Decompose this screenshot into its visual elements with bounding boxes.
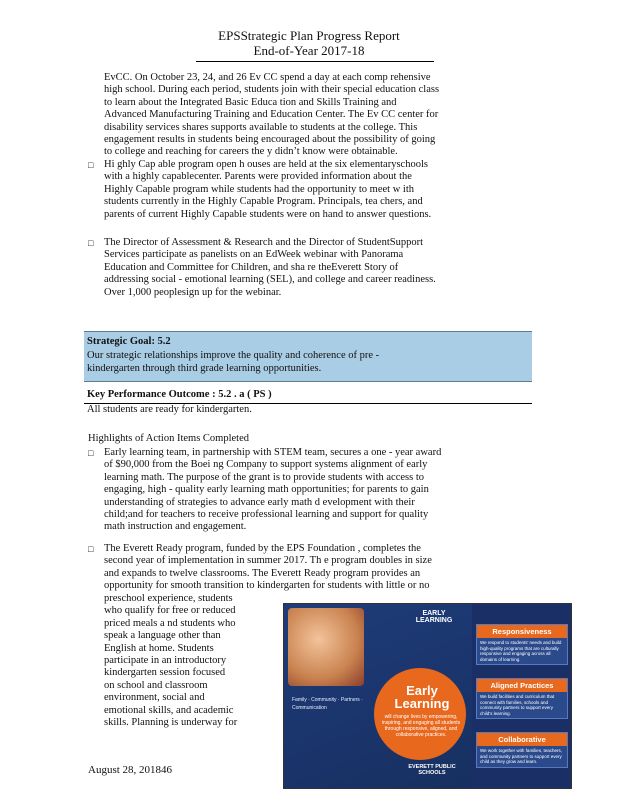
text-line: addressing social - emotional learning (SEL), and college and career readiness. [104, 274, 436, 286]
bullet-item-assessment [104, 237, 532, 299]
text-line: high school. During each period, students join with their special education class [104, 84, 440, 96]
bullet-icon: □ [88, 448, 94, 458]
early-learning-logo: EARLY LEARNING [415, 610, 453, 624]
text-line: learning math. The purpose of the grant is to provide students with access to [104, 471, 424, 483]
text-line: child;and for teachers to receive professional learning and support for quality [104, 509, 429, 521]
text-line: Education and Committee for Children, and sha re theEverett Story of [104, 261, 399, 273]
district-logo: EVERETT PUBLIC SCHOOLS [408, 764, 456, 776]
strategic-goal-line: kindergarten through third grade learning opportunities. [87, 363, 322, 374]
header-underline [196, 61, 434, 62]
text-line: understanding of strategies to advance early math d evelopment with their [104, 496, 415, 508]
text-line: Highly Capable program while students had the opportunity to meet w ith [104, 183, 414, 195]
text-line: students currently in the Highly Capable Program. Principals, tea chers, and [104, 196, 423, 208]
text-line: EvCC. On October 23, 24, and 26 Ev CC spend a day at each comp rehensive [104, 72, 431, 83]
text-line: to learn about the Integrated Basic Educa tion and Skills Training and [104, 96, 397, 108]
text-line: The Director of Assessment & Research and the Director of StudentSupport [104, 237, 424, 248]
poster-column-collaborative [476, 732, 568, 768]
bullet-item-early-learning [104, 447, 532, 534]
key-performance-outcome [84, 389, 532, 415]
poster-column-heading: Responsiveness [477, 625, 567, 638]
text-line: Over 1,000 peoplesign up for the webinar. [104, 286, 282, 298]
report-header [0, 28, 618, 58]
text-line: priced meals a nd students who [104, 617, 236, 629]
text-line: opportunity for smooth transition to kindergarten for students with little or no [104, 580, 430, 592]
poster-circle-subtitle: will change lives by empowering, inspiring, and engaging all students through responsive, aligned, and collaborative practices. [381, 714, 461, 738]
report-subtitle: End-of-Year 2017-18 [253, 43, 365, 58]
children-photo [288, 608, 364, 686]
text-line: emotional skills, and academic [104, 704, 234, 716]
text-line: and expands to twelve classrooms. The Everett Ready program provides an [104, 567, 421, 579]
text-line: to college and reaching for careers the y didn’t know were obtainable. [104, 146, 398, 158]
poster-column-responsiveness [476, 624, 568, 665]
text-line: disability services shares supports available to students at the college. This [104, 121, 418, 133]
early-learning-poster [283, 603, 572, 789]
text-line: parents of current Highly Capable students were on hand to answer questions. [104, 208, 432, 220]
bullet-item-everett-ready-wrap [104, 593, 274, 729]
intro-paragraph [104, 72, 532, 159]
text-line: of $90,000 from the Boei ng Company to support systems alignment of early [104, 459, 428, 471]
text-line: Advanced Manufacturing Training and Education Center. The Ev CC center for [104, 109, 439, 121]
text-line: second year of implementation in summer 2017. Th e program doubles in size [104, 555, 432, 567]
text-line: on school and classroom [104, 679, 208, 691]
strategic-goal-label: Strategic Goal: 5.2 [87, 336, 171, 347]
poster-column-aligned [476, 678, 568, 719]
text-line: preschool experience, students [104, 593, 233, 604]
kpo-label: Key Performance Outcome : 5.2 . a ( PS ) [87, 389, 272, 400]
poster-side-text: Family · Community · Partners · Communication [292, 697, 363, 711]
text-line: with a highly capablecenter. Parents were provided information about the [104, 171, 412, 183]
text-line: Hi ghly Cap able program open h ouses are held at the six elementaryschools [104, 159, 428, 170]
text-line: speak a language other than [104, 630, 221, 642]
text-line: engaging, high - quality early learning math opportunities; for parents to gain [104, 484, 429, 496]
highlights-heading: Highlights of Action Items Completed [88, 433, 249, 444]
bullet-item-everett-ready [104, 543, 532, 593]
bullet-icon: □ [88, 238, 94, 248]
text-line: engagement results in students being encouraged about the possibility of going [104, 134, 436, 146]
poster-column-body: We work together with families, teachers, and community partners to support every child as they grow and learn. [480, 748, 562, 764]
bullet-icon: □ [88, 160, 94, 170]
strategic-goal-box [84, 331, 532, 382]
text-line: who qualify for free or reduced [104, 605, 236, 617]
kpo-divider [84, 403, 532, 404]
poster-column-body: We build facilities and curriculum that connect with families, schools and community partners to support every child's learning. [480, 694, 555, 716]
kpo-text: All students are ready for kindergarten. [87, 404, 252, 415]
text-line: skills. Planning is underway for [104, 717, 238, 729]
bullet-icon: □ [88, 544, 94, 554]
poster-circle-title: Early Learning [394, 683, 450, 711]
footer-date-page: August 28, 201846 [88, 764, 173, 776]
bullet-item-highly-capable [104, 159, 532, 221]
poster-column-body: We respond to students' needs and build high-quality programs that are culturally responsive and engaging across all domains of learning. [480, 640, 562, 662]
poster-column-heading: Aligned Practices [477, 679, 567, 692]
text-line: English at home. Students [104, 642, 214, 654]
strategic-goal-line: Our strategic relationships improve the quality and coherence of pre - [87, 350, 380, 361]
poster-column-heading: Collaborative [477, 733, 567, 746]
text-line: environment, social and [104, 692, 205, 704]
text-line: kindergarten session focused [104, 667, 226, 679]
text-line: participate in an introductory [104, 655, 227, 667]
text-line: Services participate as panelists on an EdWeek webinar with Panorama [104, 249, 404, 261]
text-line: math instruction and engagement. [104, 521, 247, 533]
text-line: The Everett Ready program, funded by the EPS Foundation , completes the [104, 543, 421, 554]
text-line: Early learning team, in partnership with STEM team, secures a one - year award [104, 447, 442, 458]
report-title: EPSStrategic Plan Progress Report [218, 28, 400, 43]
